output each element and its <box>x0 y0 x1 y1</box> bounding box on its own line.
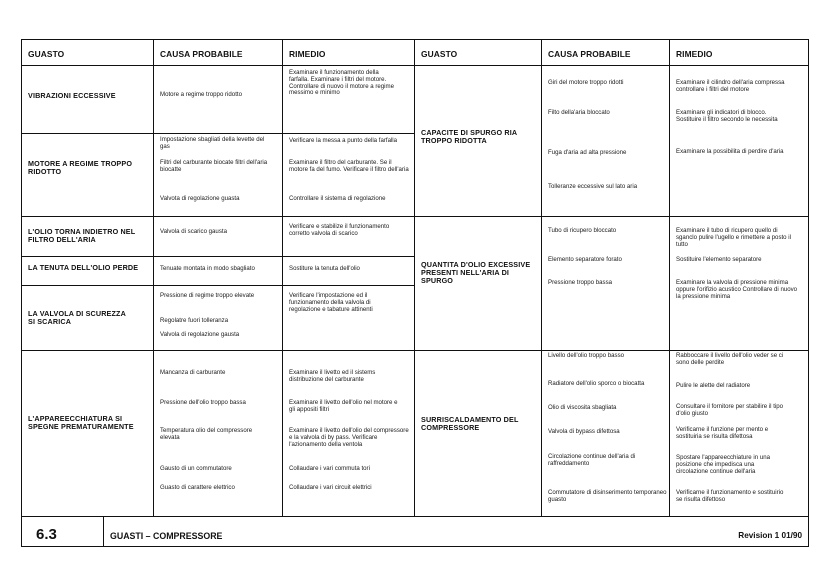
causa-spurgo-1: Giri del motore troppo ridotti <box>548 79 624 86</box>
causa-surriscaldamento-4: Valvola di bypass difettosa <box>548 428 620 435</box>
header-causa-left: CAUSA PROBABILE <box>160 49 243 59</box>
guasto-valvola: LA VALVOLA DI SCUREZZA SI SCARICA <box>28 309 126 326</box>
causa-valvola-1: Pressione di regime troppo elevate <box>160 292 255 299</box>
causa-motore-1: Impostazione sbagliati della levette del gas <box>160 136 265 150</box>
rimedio-spurgo-1: Examinare il cilindro dell'aria compressa controllare i filtri del motore <box>676 79 785 93</box>
causa-spegne-1: Mancanza di carburante <box>160 369 226 376</box>
col-divider-3 <box>414 40 415 516</box>
rimedio-motore-1: Verificare la messa a punto della farfalla <box>289 137 398 144</box>
rimedio-surriscaldamento-2: Pulire le alette del radiatore <box>676 382 751 389</box>
guasto-tenuta: LA TENUTA DELL'OLIO PERDE <box>28 263 139 272</box>
rimedio-spegne-5: Collaudare i vari circuit elettrici <box>289 484 372 491</box>
header-guasto-left: GUASTO <box>28 49 65 59</box>
rimedio-olio-indietro: Verificare e stabilize il funzionamento corretto valvola di scarico <box>289 223 390 237</box>
rimedio-surriscaldamento-5: Spostare l'appareecchiature in una posizione che impedisca una circolazione continue dell'aria <box>676 454 770 475</box>
col-divider-2 <box>282 40 283 516</box>
left-row-rule-5 <box>22 285 415 286</box>
causa-valvola-2: Regolatre fuori tolleranza <box>160 317 229 324</box>
causa-spegne-4: Gausto di un commutatore <box>160 465 232 472</box>
rimedio-motore-2: Examinare il filtro del carburante. Se il motore fa del fumo. Verificare il filtro dell'aria <box>289 159 409 173</box>
rimedio-quantita-2: Sostituire l'elemento separatore <box>676 256 762 263</box>
section-title: GUASTI – COMPRESSORE <box>110 531 223 541</box>
left-row-rule-4 <box>22 256 415 257</box>
guasto-vibrazioni: VIBRAZIONI ECCESSIVE <box>28 91 116 100</box>
header-guasto-right: GUASTO <box>421 49 458 59</box>
guasto-quantita-olio: QUANTITA D'OLIO EXCESSIVE PRESENTI NELL'ARIA DI SPURGO <box>421 260 531 285</box>
rimedio-quantita-3: Examinare la valvola di pressione minima oppure l'orifizio acustico Controllare di nuovo la pressione minima <box>676 279 798 300</box>
causa-spurgo-3: Fuga d'aria ad alta pressione <box>548 149 627 156</box>
rimedio-spegne-2: Examinare il livetto dell'olio nel motore e gli appositi filtri <box>289 399 398 413</box>
causa-spurgo-2: Filto della'aria bloccato <box>548 109 610 116</box>
page-number: 6.3 <box>36 526 57 543</box>
rimedio-spegne-1: Examinare il livetto ed il sistems distribuzione del carburante <box>289 369 376 383</box>
rule-row-6 <box>22 350 808 351</box>
rule-row-3 <box>22 216 808 217</box>
causa-surriscaldamento-5: Circolazione continue dell'aria di raffreddamento <box>548 453 636 467</box>
causa-quantita-1: Tubo di ricupero bloccato <box>548 227 617 234</box>
causa-spurgo-4: Tolleranze eccessive sul lato aria <box>548 183 638 190</box>
guasto-olio-indietro: L'OLIO TORNA INDIETRO NEL FILTRO DELL'ARIA <box>28 227 136 244</box>
header-rimedio-left: RIMEDIO <box>289 49 326 59</box>
left-row-rule-1 <box>22 133 415 134</box>
guasto-motore-regime: MOTORE A REGIME TROPPO RIDOTTO <box>28 159 133 176</box>
header-causa-right: CAUSA PROBABILE <box>548 49 631 59</box>
rimedio-spegne-3: Examinare il livetto dell'olio del compressore e la valvola di by pass. Verificare l'azionamento della ventola <box>289 427 409 448</box>
rimedio-surriscaldamento-6: Verificarne il funzionamento e sostituirio se risulta difettoso <box>676 489 784 503</box>
rimedio-spurgo-3: Examinare la possibilita di perdire d'aria <box>676 148 784 155</box>
rimedio-tenuta: Sostiture la tenuta dell'olio <box>289 265 360 272</box>
causa-quantita-2: Elemento separatore forato <box>548 256 622 263</box>
rimedio-valvola: Verificare l'impostazione ed il funzionamento della valvola di regolazione e tabature attinenti <box>289 292 373 313</box>
guasto-spegne: L'APPAREECCHIATURA SI SPEGNE PREMATURAMENTE <box>28 414 134 431</box>
causa-olio-indietro: Valvola di scarico gausta <box>160 228 227 235</box>
col-divider-4 <box>541 40 542 516</box>
causa-valvola-3: Valvola di regolazione gausta <box>160 331 240 338</box>
rimedio-motore-3: Controllare il sistema di regolazione <box>289 195 386 202</box>
guasto-spurgo: CAPACITE DI SPURGO RIA TROPPO RIDOTTA <box>421 128 517 145</box>
causa-quantita-3: Pressione troppo bassa <box>548 279 613 286</box>
guasto-surriscaldamento: SURRISCALDAMENTO DEL COMPRESSORE <box>421 415 519 432</box>
causa-motore-3: Valvota di regolazione guasta <box>160 195 240 202</box>
header-rimedio-right: RIMEDIO <box>676 49 713 59</box>
rimedio-spurgo-2: Examinare gli indicatori di blocco. Sostituire il filtro secondo le necessita <box>676 109 778 123</box>
causa-surriscaldamento-2: Radiatore dell'olio sporco o biocatta <box>548 380 645 387</box>
causa-vibrazioni: Motore a regime troppo ridotto <box>160 91 242 98</box>
causa-spegne-5: Guasto di carattere elettrico <box>160 484 235 491</box>
revision-label: Revision 1 01/90 <box>738 531 802 540</box>
footer-divider <box>103 517 104 546</box>
causa-motore-2: Filtri del carburante biocate filtri dell'aria biocatte <box>160 159 268 173</box>
causa-surriscaldamento-6: Commutatore di disinserimento temporaneo guasto <box>548 489 667 503</box>
rimedio-spegne-4: Collaudare i vari commuta tori <box>289 465 370 472</box>
causa-surriscaldamento-3: Olio di viscosita sbagliata <box>548 404 617 411</box>
causa-spegne-2: Pressione dell'olio troppo bassa <box>160 399 246 406</box>
causa-tenuta: Tenuate montata in modo sbagliato <box>160 265 255 272</box>
footer-rule <box>22 516 808 517</box>
col-divider-1 <box>153 40 154 516</box>
rimedio-vibrazioni: Examinare il funzionamento della farfalla. Examinare i filtri del motore. Controllare di nuovo il motore a regime messimo e minimo <box>289 69 394 97</box>
rimedio-surriscaldamento-3: Consultare il fornitore per stabilire il tipo d'olio giusto <box>676 403 784 417</box>
rimedio-quantita-1: Examinare il tubo di ricupero quello di sganclo pulire l'ugello e rimettere a posto il tutto <box>676 227 791 248</box>
causa-surriscaldamento-1: Livello dell'olio troppo basso <box>548 352 625 359</box>
header-rule <box>22 65 808 66</box>
rimedio-surriscaldamento-1: Rabboccare il livello dell'olio veder se ci sono delle perdite <box>676 352 784 366</box>
causa-spegne-3: Temperatura olio del compressore elevata <box>160 427 253 441</box>
rimedio-surriscaldamento-4: Verificarne il funzione per mento e sostituiria se risulta difettosa <box>676 426 769 440</box>
